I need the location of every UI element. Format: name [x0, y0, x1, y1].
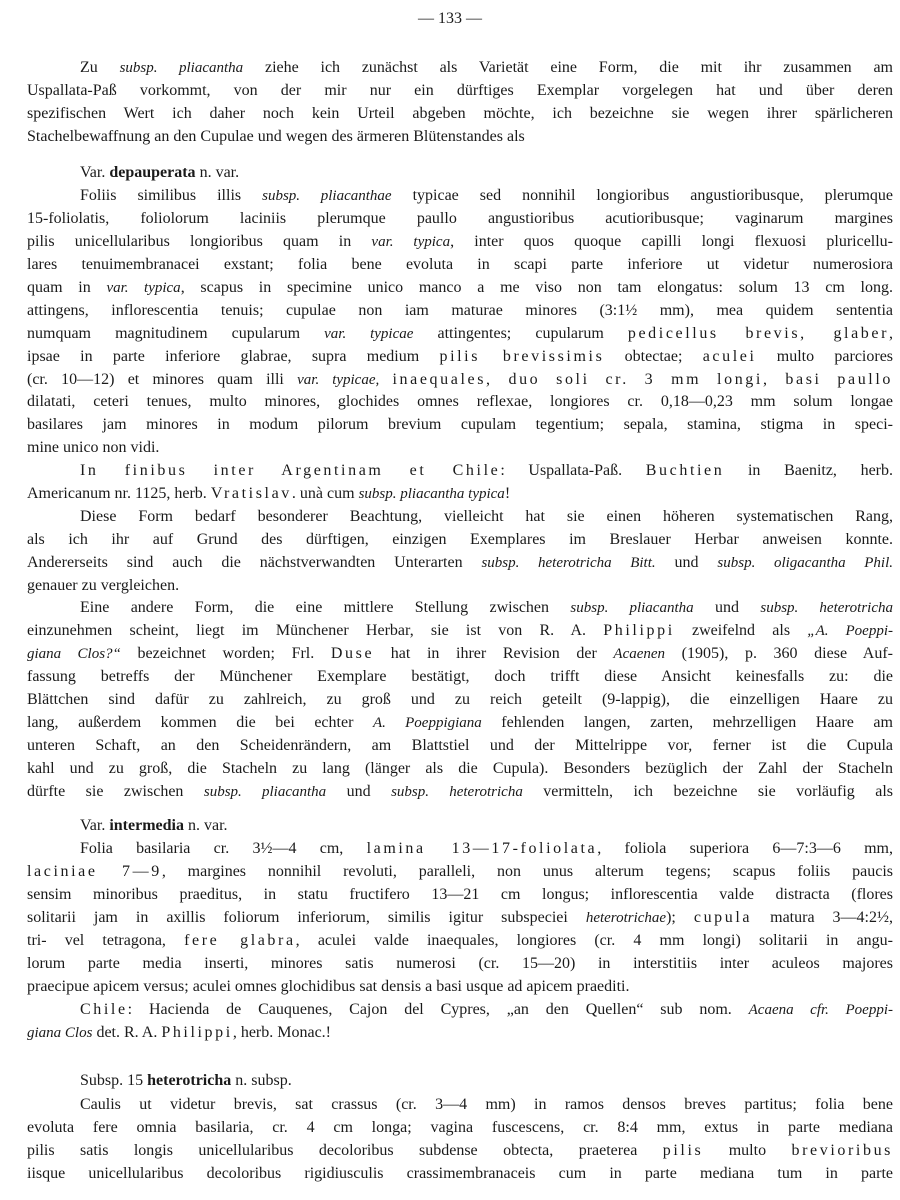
text-run: und [326, 782, 392, 800]
text-run: einzunehmen scheint, liegt im Münchener Herbar, sie ist von R. A. [27, 622, 604, 640]
text-line [27, 815, 893, 838]
text-run: attingentes; cupularum [413, 324, 628, 342]
italic-text: heterotrichae [585, 910, 667, 927]
text-run: solitarii jam in axillis foliorum inferiorum, similis igitur subspeciei [27, 909, 586, 927]
italic-text: Acaenen [613, 646, 666, 663]
text-line [27, 712, 893, 735]
text-line [27, 861, 893, 884]
text-run: typicae sed nonnihil longioribus angustioribusque, plerumque [391, 187, 893, 205]
text-run: pilis satis longis unicellularibus decoloribus subdense obtecta, praeterea [27, 1142, 663, 1160]
text-run: Caulis ut videtur brevis, sat crassus (cr. 3—4 mm) in ramos densos breves partitus; folia bene [80, 1096, 893, 1114]
text-run: mine unico non vidi. [27, 439, 160, 457]
text-line [27, 277, 893, 300]
text-line [27, 758, 893, 781]
text-line [27, 976, 893, 999]
text-run: Diese Form bedarf besonderer Beachtung, vielleicht hat sie einen höheren systematischen Rang, [80, 507, 893, 525]
text-run: tri- vel tetragona, [27, 931, 185, 949]
paragraph [27, 999, 893, 1045]
text-line [27, 1140, 893, 1163]
text-run: bezeichnet worden; Frl. [120, 645, 331, 663]
text-line [27, 643, 893, 666]
text-line [27, 529, 893, 552]
text-run: Zu [80, 59, 120, 76]
text-run: multo [703, 1142, 792, 1160]
text-run: n. subsp. [231, 1072, 292, 1090]
text-run: pilis unicellularibus longioribus quam in [27, 233, 372, 251]
spaced-text: Chile [80, 1000, 128, 1018]
spaced-text: Buchtien [645, 462, 725, 480]
text-run: ipsae in parte inferiore glabrae, supra medium [27, 347, 440, 365]
italic-text: subsp. heterotricha [760, 600, 894, 617]
italic-text: subsp. pliacantha [119, 60, 244, 76]
text-run: evoluta fere omnia basilaria, cr. 4 cm longa; vagina fuscescens, cr. 8:4 mm, extus in parte mediana [27, 1119, 893, 1137]
text-line [27, 575, 893, 598]
section-heading [27, 162, 893, 185]
text-run: : Hacienda de Cauquenes, Cajon del Cypres, „an den Quellen“ sub nom. [127, 1000, 749, 1018]
text-line [27, 323, 893, 346]
text-line [27, 838, 893, 861]
spaced-text: brevioribus [791, 1142, 893, 1160]
italic-text: var. typica [106, 280, 181, 297]
text-line [27, 552, 893, 575]
text-line [27, 231, 893, 254]
text-run: ziehe ich zunächst als Varietät eine Form, die mit ihr zusammen am [243, 59, 894, 76]
text-run: det. R. A. [92, 1023, 162, 1041]
text-run: und [655, 553, 718, 571]
spaced-text: Duse [330, 645, 375, 663]
text-run: quam in [27, 279, 107, 297]
text-run: Subsp. 15 [80, 1072, 148, 1090]
text-line [27, 1070, 893, 1093]
section-heading [27, 815, 893, 838]
text-run: , foliola superiora 6—7:3—6 mm, [597, 840, 893, 858]
text-run: Foliis similibus illis [80, 187, 263, 205]
spaced-text: In finibus inter Argentinam et Chile [80, 462, 501, 480]
page-number: — 133 — [418, 10, 482, 27]
text-line [27, 254, 893, 277]
text-run: Andererseits sind auch die nächstverwandten Unterarten [27, 553, 482, 571]
text-line [27, 460, 893, 483]
text-line [27, 689, 893, 712]
text-run: kahl und zu groß, die Stacheln zu lang (länger als die Cupula). Besonders bezüglich der Zahl der Stacheln [27, 759, 893, 777]
text-line [27, 930, 893, 953]
text-line [27, 346, 893, 369]
text-line [27, 185, 893, 208]
italic-text: subsp. heterotricha Bitt. [481, 554, 656, 571]
bold-taxon-name: intermedia [109, 816, 184, 834]
text-run [379, 371, 392, 388]
text-run: und [693, 599, 761, 617]
text-run: n. var. [195, 163, 240, 181]
italic-text: subsp. oligacantha Phil. [717, 554, 893, 571]
text-line [27, 907, 893, 930]
text-run: spezifischen Wert ich daher noch kein Urteil abgeben möchte, ich bezeichne sie wegen ihrer spärlicheren [27, 104, 893, 122]
text-line [27, 781, 893, 804]
text-line [27, 953, 893, 976]
text-run: Uspallata-Paß vorkommt, von der mir nur ein dürftiges Exemplar vorgelegen hat und über deren [27, 81, 893, 99]
text-run: , [889, 324, 894, 342]
text-run: praecipue apicem versus; aculei omnes glochidibus sat densis a basi usque ad apicem praediti. [27, 977, 630, 995]
paragraph [27, 838, 893, 998]
text-line [27, 620, 893, 643]
text-run: Stachelbewaffnung an den Cupulae und wegen des ärmeren Blütenstandes als [27, 127, 525, 145]
text-run: . unà cum [291, 485, 359, 503]
text-line [27, 506, 893, 529]
paragraph [27, 460, 893, 506]
text-run: fehlenden langen, zarten, mehrzelligen Haare am [481, 713, 893, 731]
italic-text: A. Poeppigiana [372, 714, 482, 731]
spaced-text: fere glabra [184, 931, 296, 949]
spaced-text: laciniae 7—9 [27, 863, 162, 881]
text-line [27, 597, 893, 620]
text-run: zweifelnd als [674, 622, 808, 640]
text-line [27, 999, 893, 1022]
text-line [27, 369, 893, 392]
text-run: iisque unicellularibus decoloribus rigidiusculis crassimembranaceis cum in parte mediana tum in parte [27, 1164, 893, 1182]
text-line [27, 1022, 893, 1045]
text-line [27, 103, 893, 126]
text-run: als ich ihr auf Grund des dürftigen, einzigen Exemplares im Breslauer Herbar anweisen konnte. [27, 530, 893, 548]
text-run: vermitteln, ich bezeichne sie vorläufig als [522, 782, 894, 800]
text-run: hat in ihrer Revision der [374, 645, 614, 663]
italic-text: var. typicae [324, 325, 414, 342]
text-line [27, 126, 893, 149]
text-run: dilatati, ceteri tenues, multo minores, glochides omnes reflexae, longiores cr. 0,18—0,23 mm solum longae [27, 393, 893, 411]
spaced-text: Vratislav [210, 485, 292, 503]
text-run: attingens, inflorescentia tenuis; cupulae non iam maturae minores (3:1½ mm), mea quidem sententia [27, 301, 893, 319]
text-run: in Baenitz, herb. [724, 462, 893, 480]
text-run: multo parciores [756, 347, 894, 365]
text-run: basilares jam minores in modum pilorum brevium cupulam tegentium; sepala, stamina, stigma in speci- [27, 416, 893, 434]
text-run: Eine andere Form, die eine mittlere Stellung zwischen [80, 599, 571, 617]
italic-text: giana Clos [27, 1024, 93, 1041]
text-line [27, 1117, 893, 1140]
text-run: (cr. 10—12) et minores quam illi [27, 370, 298, 388]
spaced-text: pedicellus brevis, glaber [627, 324, 890, 342]
text-run: 15-foliolatis, foliolorum laciniis plerumque paullo angustioribus acutioribusque; vaginarum margines [27, 210, 893, 228]
text-line [27, 162, 893, 185]
italic-text: subsp. pliacantha typica [358, 486, 505, 503]
italic-text: subsp. pliacantha [570, 600, 694, 617]
spaced-text: cupula [693, 909, 753, 927]
text-run: lang, außerdem kommen die bei echter [27, 713, 373, 731]
italic-text: Acaena cfr. Poeppi- [748, 1001, 893, 1018]
italic-text: subsp. pliacanthae [262, 188, 392, 205]
text-run: Blättchen sind dafür zu zahlreich, zu groß und zu reich geteilt (9-lappig), die einzelligen Haare zu [27, 691, 893, 709]
text-line [27, 414, 893, 437]
text-run: unteren Schaft, an den Scheidenrändern, am Blattstiel und der Mittelrippe vor, ferner ist die Cupula [27, 736, 893, 754]
document-body [27, 57, 893, 1186]
spaced-text: inaequales, duo soli cr. 3 mm longi, basi paullo [392, 370, 894, 388]
text-run: Americanum nr. 1125, herb. [27, 485, 211, 503]
text-run: dürfte sie zwischen [27, 782, 204, 800]
text-run: lares tenuimembranacei exstant; folia bene evoluta in scapi parte inferiore ut videtur numerosiora [27, 256, 893, 274]
paragraph [27, 597, 893, 803]
text-line [27, 1094, 893, 1117]
text-run: (1905), p. 360 diese Auf- [665, 645, 894, 663]
spaced-text: pilis [662, 1142, 704, 1160]
text-line [27, 57, 893, 80]
text-line [27, 208, 893, 231]
paragraph [27, 185, 893, 460]
text-run: , scapus in specimine unico manco a me viso non tam elongatus: solum 13 cm long. [180, 279, 894, 297]
text-run: : Uspallata-Paß. [500, 462, 646, 480]
text-run: Folia basilaria cr. 3½—4 cm, [80, 840, 367, 858]
text-line [27, 666, 893, 689]
text-line [27, 80, 893, 103]
text-line [27, 483, 893, 506]
text-run: lorum parte media inserti, minores satis numerosi (cr. 15—20) in interstitiis inter aculeos majores [27, 954, 893, 972]
text-line [27, 1163, 893, 1186]
paragraph [27, 506, 893, 598]
spaced-text: Philippi [603, 622, 675, 640]
text-run: , aculei valde inaequales, longiores (cr. 4 mm longi) solitarii in angu- [295, 931, 894, 949]
text-line [27, 735, 893, 758]
text-run: fassung betreffs der Münchener Exemplare bestätigt, doch trifft diese Ansicht keinesfalls zu: die [27, 668, 893, 686]
text-line [27, 437, 893, 460]
spaced-text: aculei [702, 347, 757, 365]
italic-text: subsp. heterotricha [391, 783, 523, 800]
italic-text: giana Clos?“ [27, 646, 121, 663]
text-line [27, 300, 893, 323]
bold-taxon-name: depauperata [109, 163, 196, 181]
text-run: , herb. Monac.! [232, 1023, 331, 1041]
text-line [27, 884, 893, 907]
italic-text: subsp. pliacantha [203, 783, 327, 800]
text-run: genauer zu vergleichen. [27, 576, 180, 594]
section-heading [27, 1070, 893, 1093]
spaced-text: pilis brevissimis [439, 347, 605, 365]
text-line [27, 391, 893, 414]
text-run: , margines nonnihil revoluti, paralleli, non unus alterum tegens; scapus foliis paucis [161, 863, 893, 881]
italic-text: „A. Poeppi- [807, 623, 893, 640]
spaced-text: Philippi [161, 1023, 233, 1041]
italic-text: var. typica [371, 234, 451, 251]
text-run: matura 3—4:2½, [752, 909, 893, 927]
text-run: numquam magnitudinem cupularum [27, 324, 325, 342]
text-run: ); [666, 909, 694, 927]
text-run: n. var. [183, 816, 228, 834]
text-run: ! [504, 485, 511, 503]
bold-taxon-name: heterotricha [147, 1072, 232, 1090]
spaced-text: lamina 13—17-foliolata [366, 840, 598, 858]
text-run: Var. [80, 816, 110, 834]
paragraph [27, 57, 893, 149]
italic-text: var. typicae, [297, 371, 380, 388]
text-run: Var. [80, 163, 110, 181]
text-run: obtectae; [604, 347, 703, 365]
paragraph [27, 1094, 893, 1186]
text-run: sensim minoribus praeditus, in statu fructifero 13—21 cm longus; inflorescentia valde distracta (flores [27, 886, 893, 904]
text-run: , inter quos quoque capilli longi flexuosi pluricellu- [450, 233, 894, 251]
